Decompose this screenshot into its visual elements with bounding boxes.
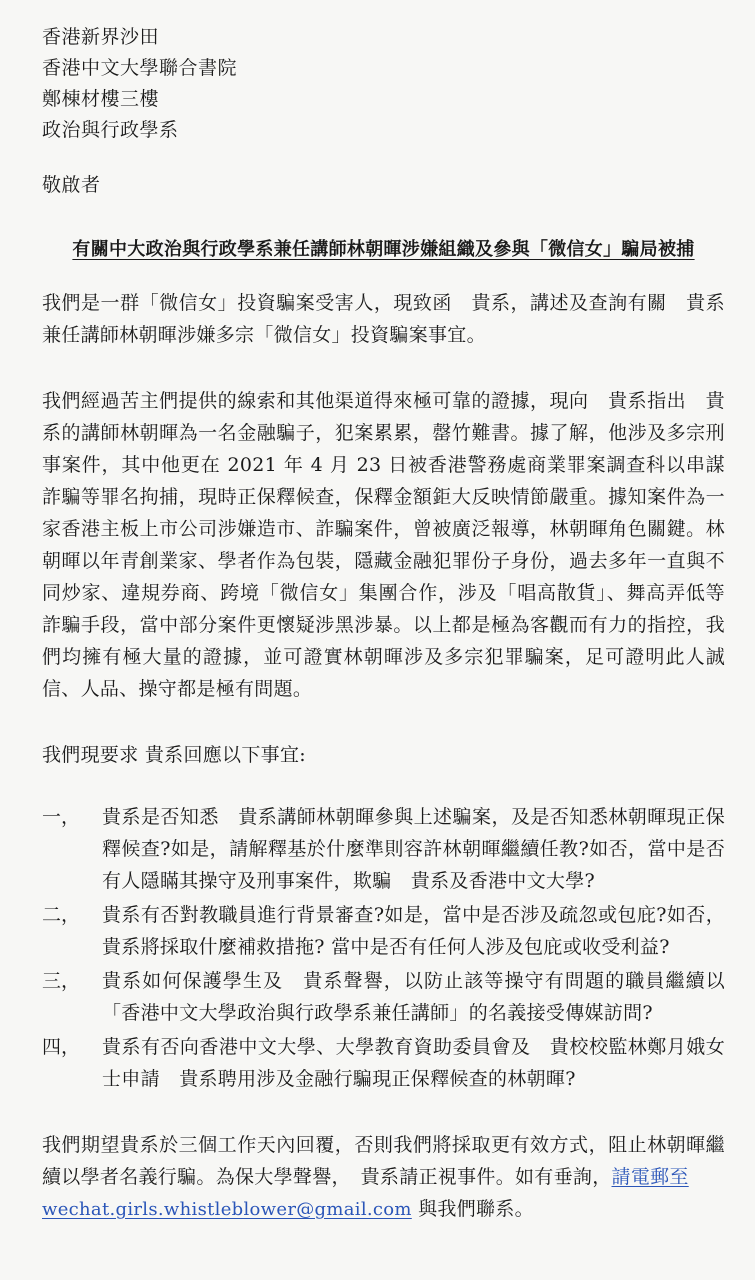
- list-item-number: 四，: [42, 1036, 81, 1058]
- list-item: [42, 801, 725, 897]
- paragraph-allegations: 我們經過苦主們提供的線索和其他渠道得來極可靠的證據，現向 貴系指出 貴系的講師林朝暉為一名金融騙子，犯案累累，罄竹難書。據了解，他涉及多宗刑事案件，其中他更在 2021 年 4 月 23 日被香港警務處商業罪案調查科以串謀詐騙等罪名拘捕，現時正保釋候查，保釋金額鉅大反映情節嚴重。據知案件為一家香港主板上市公司涉嫌造市、詐騙案件，曾被廣泛報導，林朝暉角色關鍵。林朝暉以年青創業家、學者作為包裝，隱藏金融犯罪份子身份，過去多年一直與不同炒家、違規券商、跨境「微信女」集團合作，涉及「唱高散貨」、舞高弄低等詐騙手段，當中部分案件更懷疑涉黑涉暴。以上都是極為客觀而有力的指控，我們均擁有極大量的證據，並可證實林朝暉涉及多宗犯罪騙案，足可證明此人誠信、人品、操守都是極有問題。: [42, 390, 725, 700]
- letter-title: 有關中大政治與行政學系兼任講師林朝暉涉嫌組織及參與「微信女」騙局被捕: [72, 239, 695, 260]
- email-link[interactable]: wechat.girls.whistleblower@gmail.com: [42, 1199, 412, 1220]
- list-item-text: 貴系是否知悉 貴系講師林朝暉參與上述騙案，及是否知悉林朝暉現正保釋候查?如是，請解釋基於什麼準則容許林朝暉繼續任教?如否，當中是否有人隱瞞其操守及刑事案件，欺騙 貴系及香港中文大學?: [102, 806, 725, 892]
- address-line-4: 政治與行政學系: [42, 119, 179, 141]
- closing-text: 我們期望貴系於三個工作天內回覆，否則我們將採取更有效方式，阻止林朝暉繼續以學者名義行騙。為保大學聲譽， 貴系請正視事件。如有垂詢，: [42, 1134, 725, 1188]
- list-item: [42, 899, 725, 963]
- list-item: [42, 1031, 725, 1095]
- list-item-number: 三，: [42, 970, 81, 992]
- address-line-2: 香港中文大學聯合書院: [42, 57, 238, 79]
- list-item-text: 貴系有否對教職員進行背景審查?如是，當中是否涉及疏忽或包庇?如否，貴系將採取什麼補救措拖? 當中是否有任何人涉及包庇或收受利益?: [102, 904, 725, 958]
- email-link-text[interactable]: 請電郵至: [611, 1166, 689, 1188]
- list-item-text: 貴系有否向香港中文大學、大學教育資助委員會及 貴校校監林鄭月娥女士申請 貴系聘用涉及金融行騙現正保釋候查的林朝暉?: [102, 1036, 725, 1090]
- list-item: [42, 965, 725, 1029]
- salutation: 敬啟者: [42, 174, 101, 196]
- list-item-text: 貴系如何保護學生及 貴系聲譽，以防止該等操守有問題的職員繼續以「香港中文大學政治與行政學系兼任講師」的名義接受傳媒訪問?: [102, 970, 725, 1024]
- list-item-number: 一，: [42, 806, 81, 828]
- paragraph-requests: 我們現要求 貴系回應以下事宜:: [42, 744, 306, 766]
- paragraph-intro: 我們是一群「微信女」投資騙案受害人，現致函 貴系，講述及查詢有關 貴系兼任講師林朝暉涉嫌多宗「微信女」投資騙案事宜。: [42, 292, 725, 346]
- recipient-address: [42, 22, 725, 146]
- address-line-1: 香港新界沙田: [42, 26, 160, 48]
- paragraph-closing: [42, 1129, 725, 1226]
- closing-text-end: 與我們聯系。: [411, 1198, 534, 1220]
- list-item-number: 二，: [42, 904, 81, 926]
- address-line-3: 鄭棟材樓三樓: [42, 88, 160, 110]
- question-list: [42, 801, 725, 1095]
